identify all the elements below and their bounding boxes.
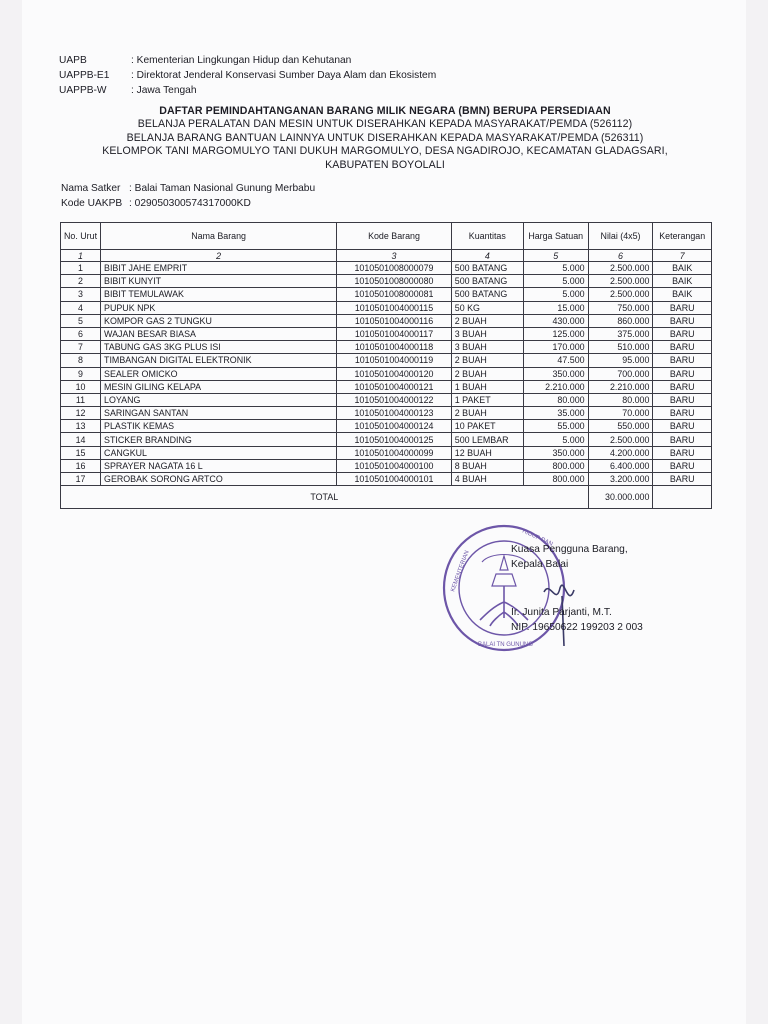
row-nilai: 375.000	[588, 327, 653, 340]
row-nama-barang: STICKER BRANDING	[101, 433, 337, 446]
row-kode-barang: 1010501004000122	[337, 393, 452, 406]
row-kode-barang: 1010501004000119	[337, 354, 452, 367]
row-harga-satuan: 5.000	[523, 262, 588, 275]
row-kode-barang: 1010501004000101	[337, 473, 452, 486]
row-harga-satuan: 125.000	[523, 327, 588, 340]
row-harga-satuan: 5.000	[523, 433, 588, 446]
row-nama-barang: WAJAN BESAR BIASA	[101, 327, 337, 340]
row-no: 7	[61, 341, 101, 354]
row-nama-barang: BIBIT KUNYIT	[101, 275, 337, 288]
total-row	[61, 486, 712, 509]
table-row	[61, 262, 712, 275]
col-header-nama: Nama Barang	[101, 223, 337, 250]
row-kuantitas: 3 BUAH	[451, 341, 523, 354]
row-kode-barang: 1010501004000123	[337, 407, 452, 420]
table-row	[61, 393, 712, 406]
header-value: : Jawa Tengah	[131, 85, 197, 96]
row-kuantitas: 2 BUAH	[451, 367, 523, 380]
row-nilai: 3.200.000	[588, 473, 653, 486]
col-number: 6	[588, 250, 653, 262]
row-nilai: 550.000	[588, 420, 653, 433]
row-no: 11	[61, 393, 101, 406]
row-kuantitas: 1 PAKET	[451, 393, 523, 406]
table-row	[61, 420, 712, 433]
column-number-row	[61, 250, 712, 262]
row-nilai: 6.400.000	[588, 459, 653, 472]
title-line-3: BELANJA BARANG BANTUAN LAINNYA UNTUK DISERAHKAN KEPADA MASYARAKAT/PEMDA (526311)	[126, 131, 644, 144]
header-key: UAPPB-W	[59, 85, 107, 96]
col-number: 2	[101, 250, 337, 262]
row-keterangan: BARU	[653, 420, 712, 433]
row-nama-barang: GEROBAK SORONG ARTCO	[101, 473, 337, 486]
row-nilai: 2.500.000	[588, 275, 653, 288]
signer-name: Ir. Junita Parjanti, M.T.	[511, 607, 612, 618]
row-kuantitas: 2 BUAH	[451, 407, 523, 420]
header-row-uappb-w	[59, 83, 436, 98]
header-row-uapb	[59, 53, 436, 68]
satker-key: Nama Satker	[61, 183, 121, 194]
satker-value: : 029050300574317000KD	[129, 197, 251, 209]
row-keterangan: BARU	[653, 380, 712, 393]
row-keterangan: BARU	[653, 459, 712, 472]
satker-row-name	[61, 182, 315, 197]
table-row	[61, 288, 712, 301]
row-harga-satuan: 55.000	[523, 420, 588, 433]
row-no: 13	[61, 420, 101, 433]
row-kode-barang: 1010501004000125	[337, 433, 452, 446]
row-keterangan: BARU	[653, 367, 712, 380]
row-kuantitas: 2 BUAH	[451, 354, 523, 367]
row-nilai: 95.000	[588, 354, 653, 367]
table-header-row	[61, 223, 712, 250]
row-no: 14	[61, 433, 101, 446]
row-kuantitas: 10 PAKET	[451, 420, 523, 433]
col-header-no: No. Urut	[61, 223, 101, 250]
row-no: 5	[61, 314, 101, 327]
row-nilai: 860.000	[588, 314, 653, 327]
row-harga-satuan: 80.000	[523, 393, 588, 406]
col-header-nilai: Nilai (4x5)	[588, 223, 653, 250]
row-nama-barang: LOYANG	[101, 393, 337, 406]
row-kuantitas: 12 BUAH	[451, 446, 523, 459]
col-number: 1	[61, 250, 101, 262]
row-no: 10	[61, 380, 101, 393]
header-key: UAPB	[59, 55, 87, 66]
satker-value: : Balai Taman Nasional Gunung Merbabu	[129, 183, 316, 194]
row-nama-barang: BIBIT TEMULAWAK	[101, 288, 337, 301]
row-nama-barang: TABUNG GAS 3KG PLUS ISI	[101, 341, 337, 354]
header-row-uappb-e1	[59, 68, 436, 83]
signer-role-2: Kepala Balai	[511, 559, 569, 570]
row-no: 16	[61, 459, 101, 472]
row-keterangan: BARU	[653, 433, 712, 446]
row-no: 2	[61, 275, 101, 288]
signature-space	[511, 572, 643, 605]
total-value: 30.000.000	[588, 486, 653, 509]
stamp-text-top: HIDUP DAN	[521, 528, 554, 548]
title-line-2: BELANJA PERALATAN DAN MESIN UNTUK DISERAHKAN KEPADA MASYARAKAT/PEMDA (526112)	[137, 118, 633, 131]
row-no: 9	[61, 367, 101, 380]
inventory-table	[60, 222, 712, 509]
row-nilai: 2.210.000	[588, 380, 653, 393]
row-keterangan: BARU	[653, 393, 712, 406]
table-row	[61, 446, 712, 459]
row-keterangan: BARU	[653, 446, 712, 459]
row-kode-barang: 1010501004000117	[337, 327, 452, 340]
row-harga-satuan: 350.000	[523, 367, 588, 380]
row-nilai: 510.000	[588, 341, 653, 354]
row-kuantitas: 500 LEMBAR	[451, 433, 523, 446]
row-no: 17	[61, 473, 101, 486]
row-nilai: 4.200.000	[588, 446, 653, 459]
table-row	[61, 301, 712, 314]
title-line-5: KABUPATEN BOYOLALI	[325, 158, 445, 171]
col-header-keterangan: Keterangan	[653, 223, 712, 250]
row-kuantitas: 8 BUAH	[451, 459, 523, 472]
row-kode-barang: 1010501004000124	[337, 420, 452, 433]
table-row	[61, 275, 712, 288]
row-nilai: 2.500.000	[588, 433, 653, 446]
row-no: 8	[61, 354, 101, 367]
row-keterangan: BARU	[653, 473, 712, 486]
row-keterangan: BARU	[653, 314, 712, 327]
header-value: : Kementerian Lingkungan Hidup dan Kehutanan	[131, 55, 352, 66]
row-nilai: 750.000	[588, 301, 653, 314]
table-row	[61, 407, 712, 420]
total-label: TOTAL	[61, 486, 589, 509]
stamp-text-bottom: BALAI TN GUNUNG	[478, 642, 533, 648]
table-row	[61, 314, 712, 327]
row-nama-barang: PLASTIK KEMAS	[101, 420, 337, 433]
row-kode-barang: 1010501004000120	[337, 367, 452, 380]
row-no: 4	[61, 301, 101, 314]
row-nilai: 700.000	[588, 367, 653, 380]
row-no: 12	[61, 407, 101, 420]
title-line-1: DAFTAR PEMINDAHTANGANAN BARANG MILIK NEGARA (BMN) BERUPA PERSEDIAAN	[159, 105, 611, 117]
row-keterangan: BARU	[653, 341, 712, 354]
row-keterangan: BAIK	[653, 262, 712, 275]
table-row	[61, 327, 712, 340]
row-kode-barang: 1010501008000080	[337, 275, 452, 288]
col-number: 4	[451, 250, 523, 262]
col-header-kuantitas: Kuantitas	[451, 223, 523, 250]
row-nama-barang: KOMPOR GAS 2 TUNGKU	[101, 314, 337, 327]
col-header-harga: Harga Satuan	[523, 223, 588, 250]
row-kuantitas: 500 BATANG	[451, 275, 523, 288]
row-no: 6	[61, 327, 101, 340]
row-kuantitas: 4 BUAH	[451, 473, 523, 486]
row-kode-barang: 1010501004000116	[337, 314, 452, 327]
row-nama-barang: TIMBANGAN DIGITAL ELEKTRONIK	[101, 354, 337, 367]
row-kode-barang: 1010501008000079	[337, 262, 452, 275]
row-no: 3	[61, 288, 101, 301]
row-nilai: 70.000	[588, 407, 653, 420]
row-kode-barang: 1010501004000099	[337, 446, 452, 459]
row-kuantitas: 2 BUAH	[451, 314, 523, 327]
col-header-kode: Kode Barang	[337, 223, 452, 250]
table-row	[61, 459, 712, 472]
row-nama-barang: CANGKUL	[101, 446, 337, 459]
row-no: 15	[61, 446, 101, 459]
row-nama-barang: BIBIT JAHE EMPRIT	[101, 262, 337, 275]
satker-key: Kode UAKPB	[61, 197, 123, 209]
col-number: 7	[653, 250, 712, 262]
row-nilai: 2.500.000	[588, 288, 653, 301]
signer-nip: NIP. 19650622 199203 2 003	[511, 622, 643, 633]
stamp-text-left: KEMENTERIAN	[450, 549, 471, 593]
agency-header	[59, 53, 436, 98]
row-nilai: 80.000	[588, 393, 653, 406]
row-harga-satuan: 5.000	[523, 275, 588, 288]
row-harga-satuan: 430.000	[523, 314, 588, 327]
signer-role-1: Kuasa Pengguna Barang,	[511, 544, 628, 555]
row-keterangan: BAIK	[653, 288, 712, 301]
table-row	[61, 367, 712, 380]
row-kode-barang: 1010501004000115	[337, 301, 452, 314]
row-keterangan: BAIK	[653, 275, 712, 288]
row-harga-satuan: 350.000	[523, 446, 588, 459]
row-no: 1	[61, 262, 101, 275]
row-kuantitas: 50 KG	[451, 301, 523, 314]
satker-info	[61, 182, 315, 211]
row-nama-barang: SARINGAN SANTAN	[101, 407, 337, 420]
table-row	[61, 341, 712, 354]
header-key: UAPPB-E1	[59, 70, 110, 81]
signature-block	[511, 542, 643, 635]
row-kuantitas: 3 BUAH	[451, 327, 523, 340]
table-row	[61, 473, 712, 486]
row-keterangan: BARU	[653, 301, 712, 314]
row-harga-satuan: 35.000	[523, 407, 588, 420]
row-keterangan: BARU	[653, 407, 712, 420]
row-harga-satuan: 5.000	[523, 288, 588, 301]
total-empty-cell	[653, 486, 712, 509]
row-keterangan: BARU	[653, 354, 712, 367]
row-kode-barang: 1010501004000118	[337, 341, 452, 354]
row-nama-barang: SEALER OMICKO	[101, 367, 337, 380]
row-kode-barang: 1010501004000121	[337, 380, 452, 393]
col-number: 5	[523, 250, 588, 262]
row-harga-satuan: 800.000	[523, 459, 588, 472]
title-line-4: KELOMPOK TANI MARGOMULYO TANI DUKUH MARGOMULYO, DESA NGADIROJO, KECAMATAN GLADAGSARI,	[102, 145, 668, 158]
row-harga-satuan: 800.000	[523, 473, 588, 486]
row-kuantitas: 500 BATANG	[451, 288, 523, 301]
row-kuantitas: 500 BATANG	[451, 262, 523, 275]
row-keterangan: BARU	[653, 327, 712, 340]
table-row	[61, 354, 712, 367]
row-harga-satuan: 2.210.000	[523, 380, 588, 393]
row-harga-satuan: 47.500	[523, 354, 588, 367]
row-kode-barang: 1010501008000081	[337, 288, 452, 301]
row-nama-barang: PUPUK NPK	[101, 301, 337, 314]
table-row	[61, 433, 712, 446]
header-value: : Direktorat Jenderal Konservasi Sumber Daya Alam dan Ekosistem	[131, 70, 437, 81]
row-harga-satuan: 15.000	[523, 301, 588, 314]
satker-row-code	[61, 197, 315, 212]
col-number: 3	[337, 250, 452, 262]
row-kode-barang: 1010501004000100	[337, 459, 452, 472]
row-kuantitas: 1 BUAH	[451, 380, 523, 393]
document-title	[60, 105, 710, 172]
table-row	[61, 380, 712, 393]
row-nilai: 2.500.000	[588, 262, 653, 275]
row-nama-barang: SPRAYER NAGATA 16 L	[101, 459, 337, 472]
row-harga-satuan: 170.000	[523, 341, 588, 354]
row-nama-barang: MESIN GILING KELAPA	[101, 380, 337, 393]
